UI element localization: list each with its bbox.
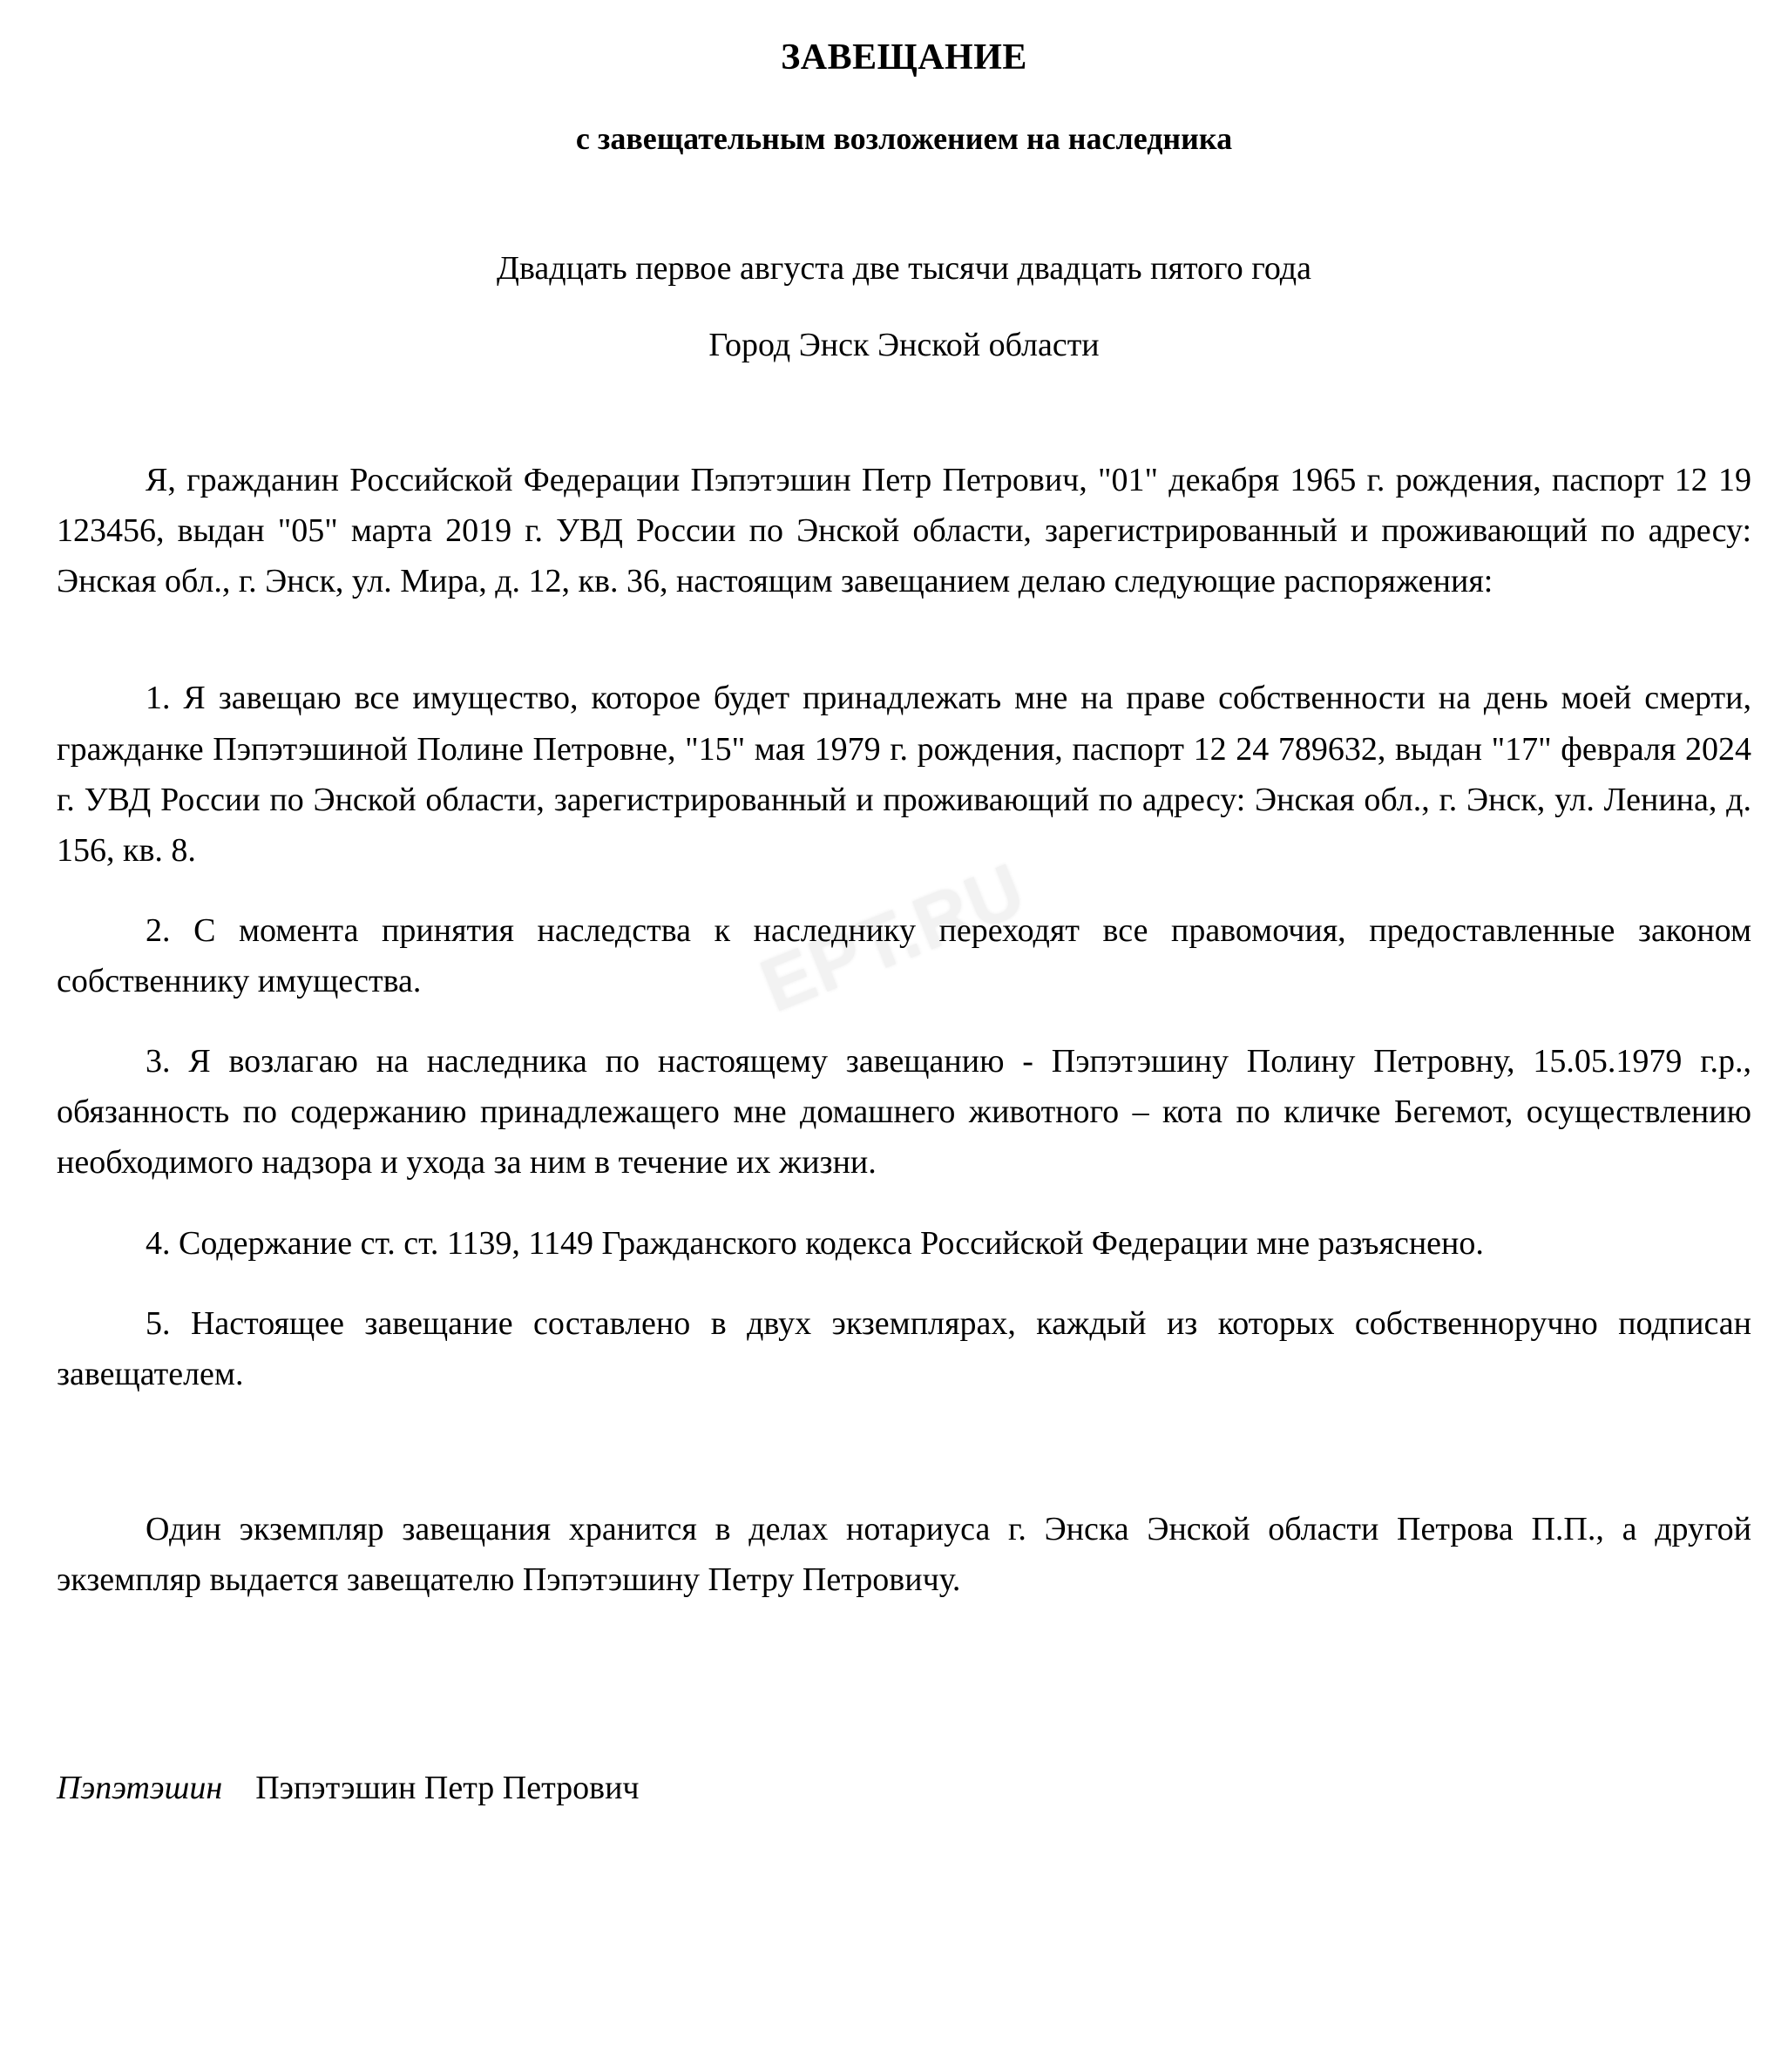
clause-1: 1. Я завещаю все имущество, которое будет принадлежать мне на праве собственности на день моей смерти, гражданке Пэпэтэшиной Полине Петровне, "15" мая 1979 г. рождения, паспорт 12 24 789632, выдан "17" февраля 2024 г. УВД России по Энской области, зарегистрированный и проживающий по адресу: Энская обл., г. Энск, ул. Ленина, д. 156, кв. 8. [57,680,1751,869]
testator-declaration-paragraph: Я, гражданин Российской Федерации Пэпэтэшин Петр Петрович, "01" декабря 1965 г. рождения, паспорт 12 19 123456, выдан "05" марта 2019 г. УВД России по Энской области, зарегистрированный и проживающий по адресу: Энская обл., г. Энск, ул. Мира, д. 12, кв. 36, настоящим завещанием делаю следующие распоряжения: [57,462,1751,600]
clause-2: 2. С момента принятия наследства к наследнику переходят все правомочия, предоставленные законом собственнику имущества. [57,911,1751,999]
clause-5: 5. Настоящее завещание составлено в двух экземплярах, каждый из которых собственноручно подписан завещателем. [57,1304,1751,1392]
closing-paragraph: Один экземпляр завещания хранится в делах нотариуса г. Энска Энской области Петрова П.П., а другой экземпляр выдается завещателю Пэпэтэшину Петру Петровичу. [57,1510,1751,1598]
handwritten-signature: Пэпэтэшин [57,1770,223,1807]
clause-3: 3. Я возлагаю на наследника по настоящему завещанию - Пэпэтэшину Полину Петровну, 15.05.1979 г.р., обязанность по содержанию принадлежащего мне домашнего животного – кота по кличке Бегемот, осуществлению необходимого надзора и ухода за ним в течение их жизни. [57,1043,1751,1182]
signature-block [0,1605,1788,1859]
document-place: Город Энск Энской области [708,327,1100,363]
watermark-text: ЕРТ.RU [749,847,1037,1028]
signatory-printed-name: Пэпэтэшин Петр Петрович [255,1770,640,1807]
document-subtitle: с завещательным возложением на наследника [575,121,1233,156]
document-date: Двадцать первое августа две тысячи двадцать пятого года [497,250,1311,287]
clause-4: 4. Содержание ст. ст. 1139, 1149 Гражданского кодекса Российской Федерации мне разъяснено. [146,1224,1484,1262]
document-title: ЗАВЕЩАНИЕ [781,37,1027,78]
